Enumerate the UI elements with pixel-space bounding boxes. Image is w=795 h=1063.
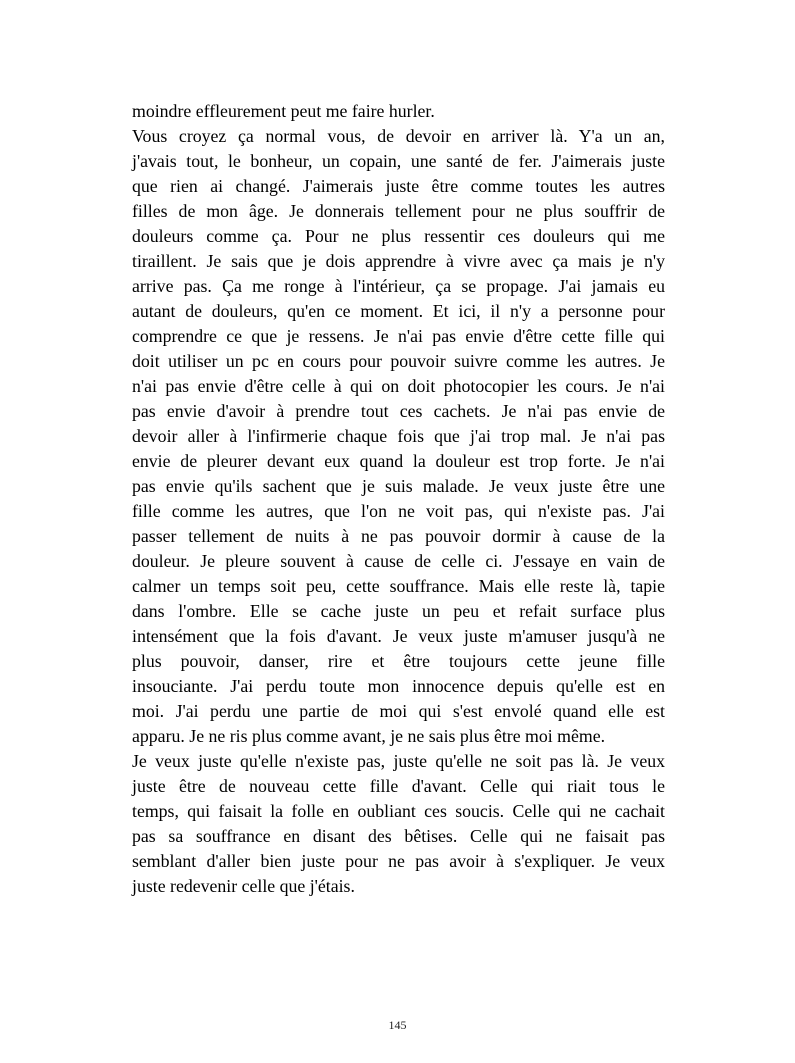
text-line: moindre effleurement peut me faire hurler. <box>132 101 435 121</box>
page-number: 145 <box>388 1018 407 1032</box>
text-line: intensément que la fois d'avant. Je veux juste m'amuser jusqu'à ne <box>132 626 665 646</box>
text-line: douleurs comme ça. Pour ne plus ressentir ces douleurs qui me <box>132 226 665 246</box>
body-text <box>132 99 665 899</box>
text-line: pas sa souffrance en disant des bêtises. Celle qui ne faisait pas <box>132 826 665 846</box>
text-line: n'ai pas envie d'être celle à qui on doit photocopier les cours. Je n'ai <box>132 376 665 396</box>
text-line: j'avais tout, le bonheur, un copain, une santé de fer. J'aimerais juste <box>132 151 665 171</box>
text-line: insouciante. J'ai perdu toute mon innocence depuis qu'elle est en <box>132 676 665 696</box>
text-line: dans l'ombre. Elle se cache juste un peu et refait surface plus <box>132 601 665 621</box>
text-line: que rien ai changé. J'aimerais juste être comme toutes les autres <box>132 176 665 196</box>
text-line: plus pouvoir, danser, rire et être toujours cette jeune fille <box>132 651 665 671</box>
text-line: devoir aller à l'infirmerie chaque fois que j'ai trop mal. Je n'ai pas <box>132 426 665 446</box>
text-line: passer tellement de nuits à ne pas pouvoir dormir à cause de la <box>132 526 665 546</box>
text-line: apparu. Je ne ris plus comme avant, je ne sais plus être moi même. <box>132 726 606 746</box>
text-line: calmer un temps soit peu, cette souffrance. Mais elle reste là, tapie <box>132 576 665 596</box>
text-line: Vous croyez ça normal vous, de devoir en arriver là. Y'a un an, <box>132 126 665 146</box>
text-line: juste être de nouveau cette fille d'avant. Celle qui riait tous le <box>132 776 665 796</box>
text-line: doit utiliser un pc en cours pour pouvoir suivre comme les autres. Je <box>132 351 665 371</box>
text-line: pas envie qu'ils sachent que je suis malade. Je veux juste être une <box>132 476 665 496</box>
text-line: Je veux juste qu'elle n'existe pas, juste qu'elle ne soit pas là. Je veux <box>132 751 665 771</box>
text-line: moi. J'ai perdu une partie de moi qui s'est envolé quand elle est <box>132 701 665 721</box>
text-line: pas envie d'avoir à prendre tout ces cachets. Je n'ai pas envie de <box>132 401 665 421</box>
text-line: tiraillent. Je sais que je dois apprendre à vivre avec ça mais je n'y <box>132 251 665 271</box>
text-line: temps, qui faisait la folle en oubliant ces soucis. Celle qui ne cachait <box>132 801 665 821</box>
text-line: autant de douleurs, qu'en ce moment. Et ici, il n'y a personne pour <box>132 301 665 321</box>
text-line: fille comme les autres, que l'on ne voit pas, qui n'existe pas. J'ai <box>132 501 665 521</box>
text-line: filles de mon âge. Je donnerais tellement pour ne plus souffrir de <box>132 201 665 221</box>
text-line: envie de pleurer devant eux quand la douleur est trop forte. Je n'ai <box>132 451 665 471</box>
text-line: semblant d'aller bien juste pour ne pas avoir à s'expliquer. Je veux <box>132 851 665 871</box>
text-line: douleur. Je pleure souvent à cause de celle ci. J'essaye en vain de <box>132 551 665 571</box>
text-line: comprendre ce que je ressens. Je n'ai pas envie d'être cette fille qui <box>132 326 665 346</box>
text-line: juste redevenir celle que j'étais. <box>132 876 355 896</box>
text-line: arrive pas. Ça me ronge à l'intérieur, ça se propage. J'ai jamais eu <box>132 276 665 296</box>
